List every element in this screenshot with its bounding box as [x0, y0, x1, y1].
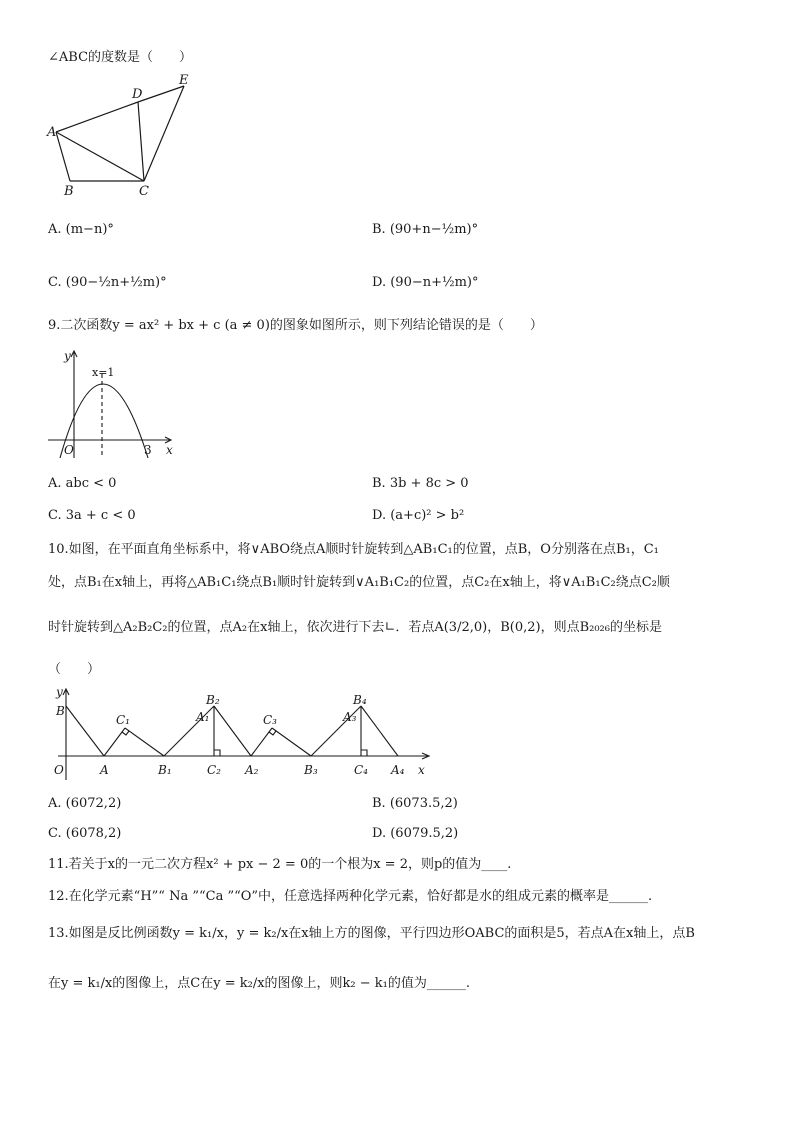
q10-label-A: A [100, 763, 109, 777]
q10-label-A4: A₄ [391, 763, 405, 777]
q8-quadrilateral-figure [44, 74, 204, 198]
q9-option-d[interactable]: D. (a+c)² > b² [372, 508, 465, 523]
q10-label-x: x [418, 763, 425, 777]
q8-label-D: D [132, 87, 143, 102]
q10-option-b[interactable]: B. (6073.5,2) [372, 796, 458, 811]
q9-option-b[interactable]: B. 3b + 8c > 0 [372, 476, 469, 491]
q10-rotation-figure [44, 684, 444, 784]
q10-label-y: y [56, 685, 63, 699]
q10-label-B1: B₁ [158, 763, 172, 777]
q10-label-A2: A₂ [245, 763, 259, 777]
q10-line-3: 时针旋转到△A₂B₂C₂的位置，点A₂在x轴上，依次进行下去∟．若点A(3/2,0)，B(0,2)，则点B₂₀₂₆的坐标是 [48, 620, 662, 635]
q10-label-C3: C₃ [263, 713, 277, 727]
q10-label-C1: C₁ [116, 713, 130, 727]
q10-option-d[interactable]: D. (6079.5,2) [372, 826, 459, 841]
q10-label-C4: C₄ [354, 763, 368, 777]
q13-line-2: 在y = k₁/x的图像上，点C在y = k₂/x的图像上，则k₂ − k₁的值为______. [48, 976, 471, 991]
q10-label-O: O [54, 763, 64, 777]
q10-label-A1: A₁ [196, 710, 210, 724]
q8-option-b[interactable]: B. (90+n−½m)° [372, 222, 479, 237]
q8-option-a[interactable]: A. (m−n)° [48, 222, 114, 237]
q9-option-a[interactable]: A. abc < 0 [48, 476, 117, 491]
q8-label-A: A [47, 125, 57, 140]
q8-label-C: C [139, 184, 149, 199]
q10-option-a[interactable]: A. (6072,2) [48, 796, 122, 811]
q10-label-B: B [56, 704, 65, 718]
q9-label-y: y [64, 349, 71, 363]
q10-label-B4: B₄ [353, 693, 367, 707]
q9-parabola-figure [44, 346, 184, 462]
q8-label-E: E [179, 73, 189, 88]
q11-text: 11.若关于x的一元二次方程x² + px − 2 = 0的一个根为x = 2，则p的值为____. [48, 857, 512, 872]
q8-option-d[interactable]: D. (90−n+½m)° [372, 275, 479, 290]
q10-option-c[interactable]: C. (6078,2) [48, 826, 122, 841]
q13-line-1: 13.如图是反比例函数y = k₁/x，y = k₂/x在x轴上方的图像，平行四边形OABC的面积是5，若点A在x轴上，点B [48, 926, 695, 941]
q9-label-axis: x=1 [92, 366, 115, 379]
q10-line-2: 处，点B₁在x轴上，再将△AB₁C₁绕点B₁顺时针旋转到∨A₁B₁C₂的位置，点C₂在x轴上，将∨A₁B₁C₂绕点C₂顺 [48, 575, 670, 590]
q10-label-C2: C₂ [207, 763, 221, 777]
q10-label-B3: B₃ [304, 763, 318, 777]
q10-line-4: （ ） [48, 662, 101, 677]
q9-label-x: x [166, 443, 173, 457]
q9-option-c[interactable]: C. 3a + c < 0 [48, 508, 136, 523]
q10-label-A3: A₃ [343, 710, 357, 724]
q9-label-O: O [64, 443, 74, 457]
q9-label-3: 3 [144, 443, 152, 457]
q9-stem: 9.二次函数y = ax² + bx + c (a ≠ 0)的图象如图所示，则下列结论错误的是（ ） [48, 318, 543, 333]
q8-stem-tail: ∠ABC的度数是（ ） [48, 50, 193, 65]
q12-text: 12.在化学元素“H”“ Na ”“Ca ”“O”中，任意选择两种化学元素，恰好都是水的组成元素的概率是______. [48, 889, 653, 904]
q10-label-B2: B₂ [206, 693, 220, 707]
q10-line-1: 10.如图，在平面直角坐标系中，将∨ABO绕点A顺时针旋转到△AB₁C₁的位置，点B，O分别落在点B₁，C₁ [48, 542, 659, 557]
q8-label-B: B [64, 184, 74, 199]
q8-option-c[interactable]: C. (90−½n+½m)° [48, 275, 167, 290]
